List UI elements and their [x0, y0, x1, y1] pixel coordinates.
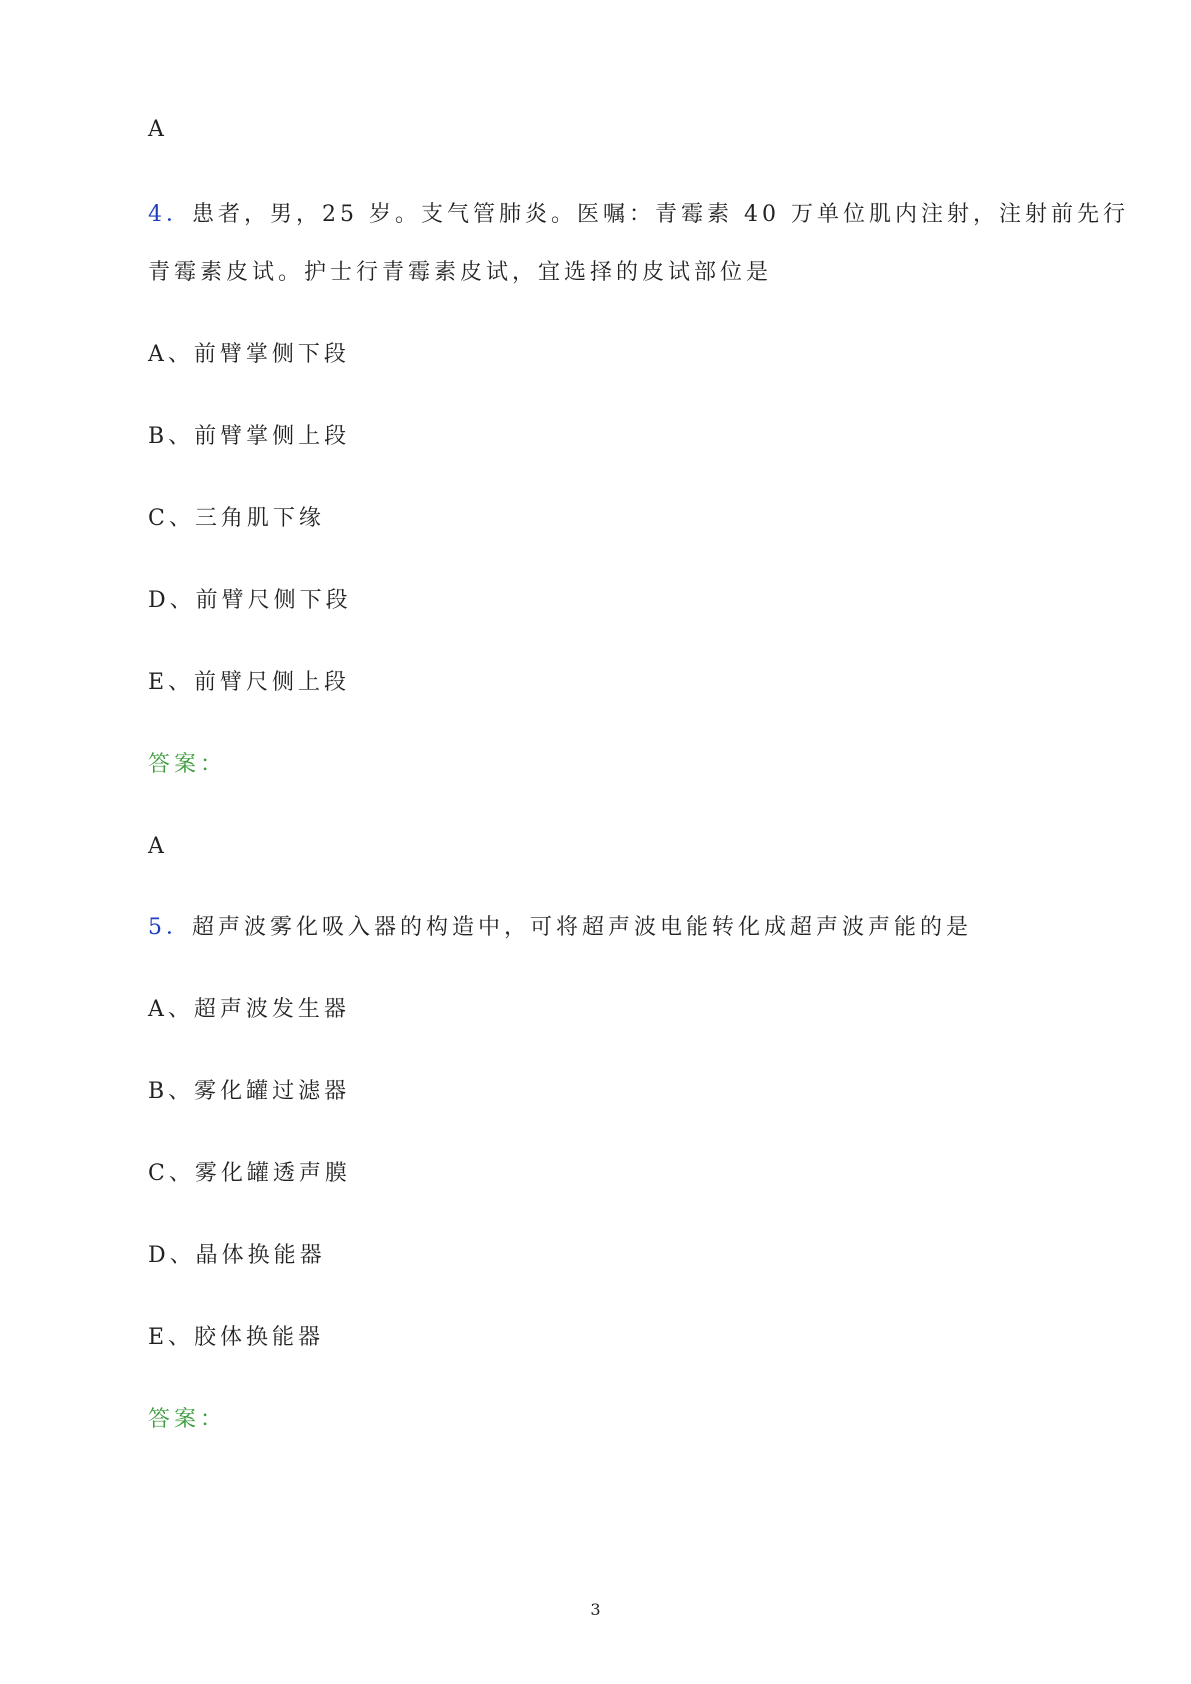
- question-5-option-e: E、胶体换能器: [148, 1325, 325, 1350]
- question-5-option-a: A、超声波发生器: [148, 997, 350, 1022]
- question-4-option-a: A、前臂掌侧下段: [148, 342, 350, 367]
- question-4-number: 4．: [148, 202, 192, 227]
- page-number: 3: [590, 1600, 601, 1619]
- question-5-stem-text: 超声波雾化吸入器的构造中，可将超声波电能转化成超声波声能的是: [192, 915, 973, 940]
- question-4-answer-value: A: [148, 834, 168, 859]
- question-4-answer-label: 答案：: [148, 752, 227, 777]
- question-5-option-c: C、雾化罐透声膜: [148, 1161, 351, 1186]
- previous-answer-value: A: [148, 117, 168, 142]
- question-5-number: 5．: [148, 915, 192, 940]
- question-4-option-b: B、前臂掌侧上段: [148, 424, 351, 449]
- question-4-option-d: D、前臂尺侧下段: [148, 588, 352, 613]
- question-5-option-b: B、雾化罐过滤器: [148, 1079, 351, 1104]
- question-4-stem-line-1: [148, 200, 1129, 230]
- question-5-answer-label: 答案：: [148, 1407, 227, 1432]
- question-4-option-e: E、前臂尺侧上段: [148, 670, 351, 695]
- question-4-option-c: C、三角肌下缘: [148, 506, 325, 531]
- question-5-stem-line-1: [148, 913, 972, 943]
- question-4-stem-line-2: 青霉素皮试。护士行青霉素皮试，宜选择的皮试部位是: [148, 260, 773, 285]
- question-4-stem-text: 患者，男，25 岁。支气管肺炎。医嘱：青霉素 40 万单位肌内注射，注射前先行: [192, 202, 1129, 227]
- question-5-option-d: D、晶体换能器: [148, 1243, 326, 1268]
